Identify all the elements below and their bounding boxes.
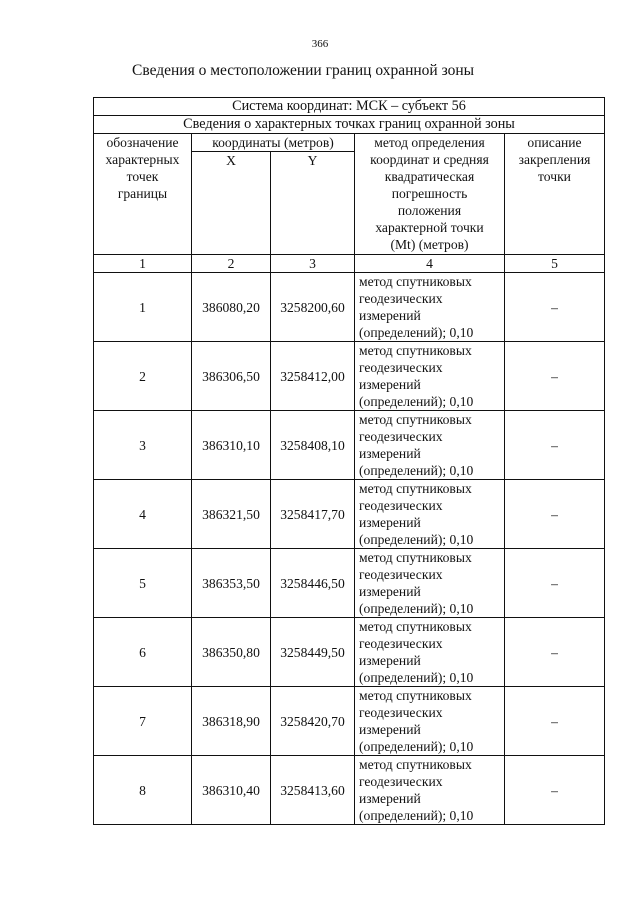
cell-coordinate-y: 3258200,60 bbox=[271, 273, 355, 342]
cell-coordinate-x: 386350,80 bbox=[192, 618, 271, 687]
boundary-points-table bbox=[93, 97, 605, 825]
cell-description: – bbox=[505, 618, 605, 687]
cell-point-number: 5 bbox=[94, 549, 192, 618]
cell-method: метод спутниковых геодезических измерений (определений); 0,10 bbox=[355, 618, 505, 687]
table-row bbox=[94, 273, 605, 342]
table-subtitle: Сведения о характерных точках границ охранной зоны bbox=[94, 116, 605, 134]
cell-description: – bbox=[505, 411, 605, 480]
table-row bbox=[94, 618, 605, 687]
cell-coordinate-y: 3258412,00 bbox=[271, 342, 355, 411]
cell-description: – bbox=[505, 342, 605, 411]
column-index-1: 1 bbox=[94, 255, 192, 273]
column-index-row bbox=[94, 255, 605, 273]
column-index-2: 2 bbox=[192, 255, 271, 273]
cell-coordinate-y: 3258413,60 bbox=[271, 756, 355, 825]
cell-point-number: 6 bbox=[94, 618, 192, 687]
cell-method: метод спутниковых геодезических измерений (определений); 0,10 bbox=[355, 549, 505, 618]
cell-coordinate-x: 386080,20 bbox=[192, 273, 271, 342]
cell-point-number: 2 bbox=[94, 342, 192, 411]
cell-coordinate-y: 3258408,10 bbox=[271, 411, 355, 480]
cell-description: – bbox=[505, 687, 605, 756]
cell-coordinate-x: 386353,50 bbox=[192, 549, 271, 618]
document-heading: Сведения о местоположении границ охранной зоны bbox=[132, 62, 475, 79]
table-row bbox=[94, 411, 605, 480]
cell-method: метод спутниковых геодезических измерений (определений); 0,10 bbox=[355, 342, 505, 411]
cell-method: метод спутниковых геодезических измерений (определений); 0,10 bbox=[355, 687, 505, 756]
cell-coordinate-x: 386306,50 bbox=[192, 342, 271, 411]
cell-method: метод спутниковых геодезических измерений (определений); 0,10 bbox=[355, 480, 505, 549]
cell-description: – bbox=[505, 273, 605, 342]
column-header-point: обозначение характерных точек границы bbox=[94, 134, 192, 255]
table-row bbox=[94, 549, 605, 618]
page-number: 366 bbox=[311, 38, 329, 50]
cell-point-number: 7 bbox=[94, 687, 192, 756]
column-header-coordinates: координаты (метров) bbox=[192, 134, 355, 152]
cell-method: метод спутниковых геодезических измерений (определений); 0,10 bbox=[355, 411, 505, 480]
column-header-method: метод определения координат и средняя квадратическая погрешность положения характерной точки (Mt) (метров) bbox=[355, 134, 505, 255]
cell-coordinate-x: 386310,40 bbox=[192, 756, 271, 825]
coordinate-system-title: Система координат: МСК – субъект 56 bbox=[94, 98, 605, 116]
cell-coordinate-y: 3258417,70 bbox=[271, 480, 355, 549]
table-row bbox=[94, 480, 605, 549]
cell-coordinate-x: 386310,10 bbox=[192, 411, 271, 480]
column-index-5: 5 bbox=[505, 255, 605, 273]
column-header-y: Y bbox=[271, 152, 355, 255]
cell-method: метод спутниковых геодезических измерений (определений); 0,10 bbox=[355, 756, 505, 825]
table-row bbox=[94, 687, 605, 756]
cell-coordinate-y: 3258446,50 bbox=[271, 549, 355, 618]
column-index-3: 3 bbox=[271, 255, 355, 273]
cell-point-number: 1 bbox=[94, 273, 192, 342]
table-row bbox=[94, 342, 605, 411]
cell-method: метод спутниковых геодезических измерений (определений); 0,10 bbox=[355, 273, 505, 342]
cell-coordinate-y: 3258420,70 bbox=[271, 687, 355, 756]
column-header-description: описание закрепления точки bbox=[505, 134, 605, 255]
cell-point-number: 3 bbox=[94, 411, 192, 480]
cell-point-number: 4 bbox=[94, 480, 192, 549]
header-row-top bbox=[94, 134, 605, 152]
cell-coordinate-x: 386318,90 bbox=[192, 687, 271, 756]
table-row bbox=[94, 756, 605, 825]
cell-coordinate-y: 3258449,50 bbox=[271, 618, 355, 687]
cell-point-number: 8 bbox=[94, 756, 192, 825]
table-subtitle-row bbox=[94, 116, 605, 134]
column-index-4: 4 bbox=[355, 255, 505, 273]
column-header-x: X bbox=[192, 152, 271, 255]
cell-description: – bbox=[505, 756, 605, 825]
cell-description: – bbox=[505, 549, 605, 618]
cell-coordinate-x: 386321,50 bbox=[192, 480, 271, 549]
coordinate-system-row bbox=[94, 98, 605, 116]
cell-description: – bbox=[505, 480, 605, 549]
